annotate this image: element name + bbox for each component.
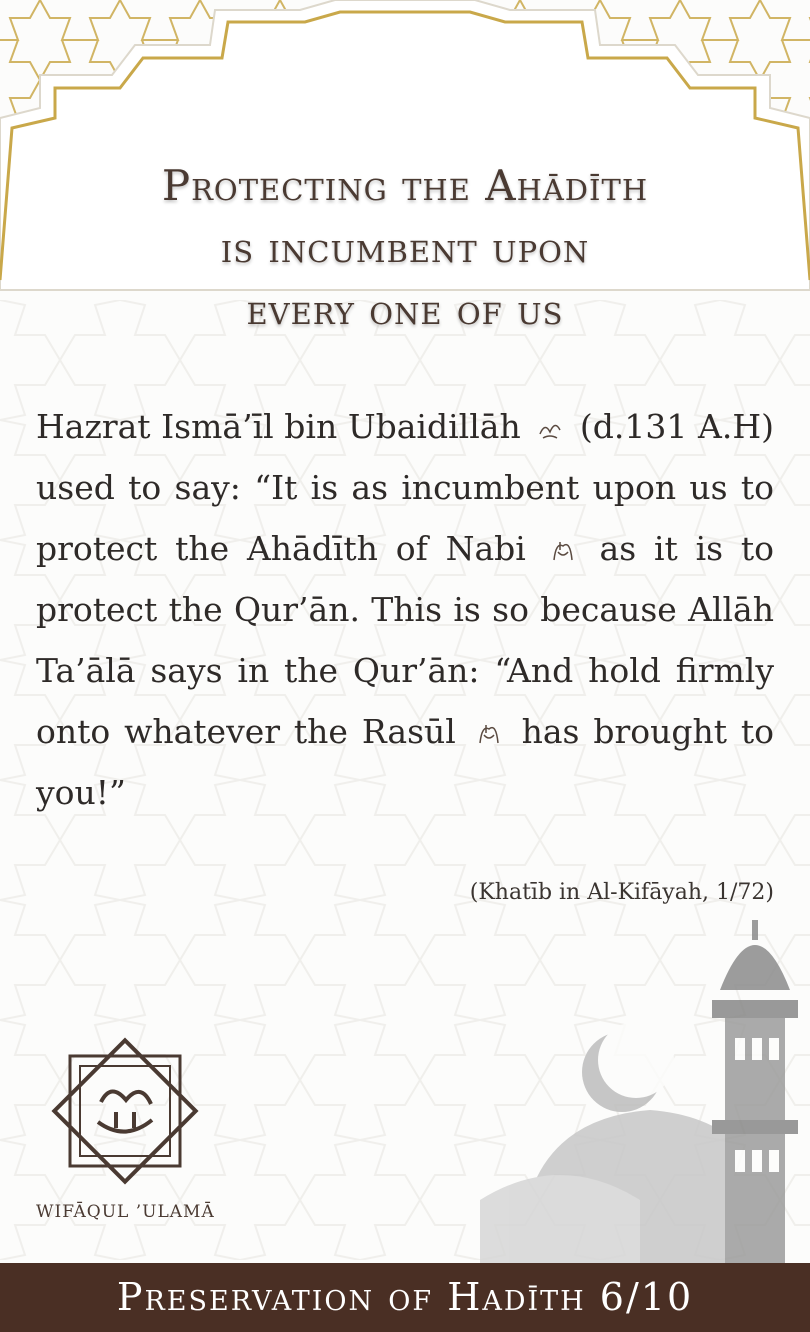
quote-part-1: Hazrat Ismā’īl bin Ubaidillāh [36, 407, 521, 446]
honorific-salawat-icon [474, 719, 504, 749]
series-label: Preservation of Hadīth 6/10 [116, 1275, 694, 1319]
wifaqul-ulama-logo [46, 1032, 204, 1190]
quote-text [36, 396, 774, 823]
page-title [0, 155, 810, 341]
title-line-3: every one of us [246, 285, 564, 334]
title-line-2: is incumbent upon [220, 223, 590, 272]
footer-bar [0, 1263, 810, 1332]
title-line-1: Protecting the Ahādīth [161, 161, 649, 210]
organization-name: WIFĀQUL ’ULAMĀ [36, 1202, 215, 1222]
quote-part-4: has brought to you!” [36, 712, 774, 812]
quote-part-3: as it is to protect the Qur’ān. This is so because Allāh Ta’ālā says in the Qur’ān: “And hold firmly onto whatever the Rasūl [36, 529, 774, 751]
citation: (Khatīb in Al-Kifāyah, 1/72) [469, 880, 774, 905]
honorific-rahimahullah-icon [535, 414, 565, 444]
quote-part-2: (d.131 A.H) used to say: “It is as incumbent upon us to protect the Ahādīth of Nabi [36, 407, 774, 568]
honorific-salawat-icon [548, 536, 578, 566]
